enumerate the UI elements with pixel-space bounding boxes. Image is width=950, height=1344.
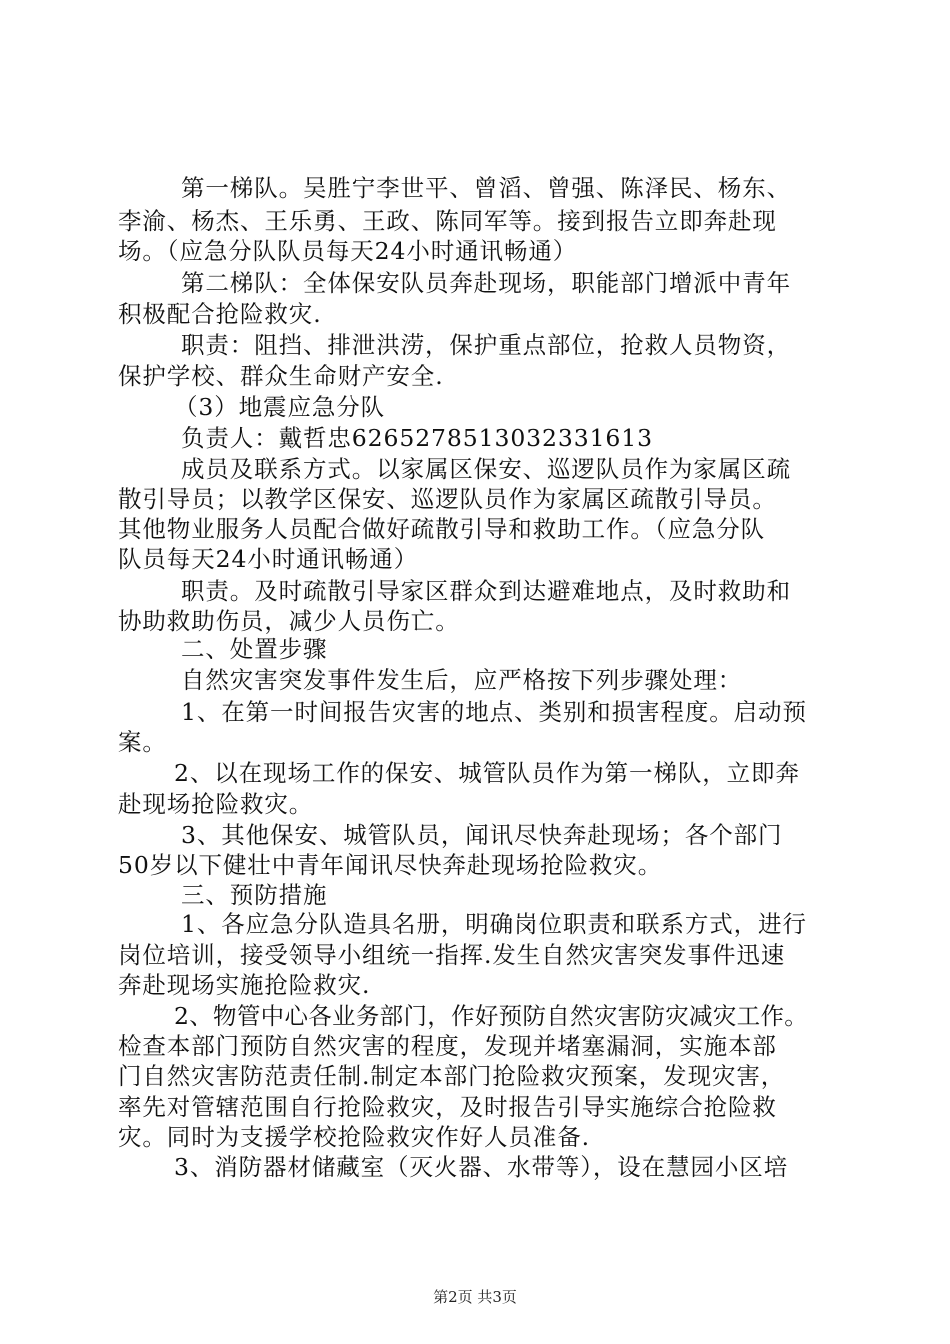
paragraph-line: 奔赴现场实施抢险救灾.	[118, 971, 371, 999]
paragraph-line: 散引导员；以教学区保安、巡逻队员作为家属区疏散引导员。	[118, 485, 777, 513]
paragraph-line: 1、各应急分队造具名册，明确岗位职责和联系方式，进行	[181, 910, 807, 938]
paragraph-line: 门自然灾害防范责任制.制定本部门抢险救灾预案，发现灾害，	[118, 1062, 786, 1090]
paragraph-line: 李渝、杨杰、王乐勇、王政、陈同军等。接到报告立即奔赴现	[118, 207, 777, 235]
paragraph-line: 案。	[118, 728, 167, 756]
paragraph-line: 率先对管辖范围自行抢险救灾，及时报告引导实施综合抢险救	[118, 1093, 777, 1121]
paragraph-line: 积极配合抢险救灾.	[118, 300, 322, 328]
paragraph-line: 成员及联系方式。以家属区保安、巡逻队员作为家属区疏	[181, 455, 791, 483]
section-heading: 二、处置步骤	[181, 635, 328, 663]
paragraph-line: 第二梯队：全体保安队员奔赴现场，职能部门增派中青年	[181, 269, 791, 297]
paragraph-line: 50岁以下健壮中青年闻讯尽快奔赴现场抢险救灾。	[118, 851, 663, 879]
paragraph-line: 职责。及时疏散引导家区群众到达避难地点，及时救助和	[181, 577, 791, 605]
section-heading: （3）地震应急分队	[174, 393, 386, 421]
paragraph-line: 赴现场抢险救灾。	[118, 790, 314, 818]
paragraph-line: 2、以在现场工作的保安、城管队员作为第一梯队，立即奔	[174, 759, 800, 787]
paragraph-line: 协助救助伤员，减少人员伤亡。	[118, 607, 460, 635]
paragraph-line: 灾。同时为支援学校抢险救灾作好人员准备.	[118, 1123, 590, 1151]
paragraph-line: 负责人：戴哲忠6265278513032331613	[181, 424, 653, 452]
paragraph-line: 检查本部门预防自然灾害的程度，发现并堵塞漏洞，实施本部	[118, 1032, 777, 1060]
paragraph-line: 职责：阻挡、排泄洪涝，保护重点部位，抢救人员物资，	[181, 331, 791, 359]
paragraph-line: 场。（应急分队队员每天24小时通讯畅通）	[118, 237, 578, 265]
paragraph-line: 2、物管中心各业务部门，作好预防自然灾害防灾减灾工作。	[174, 1002, 809, 1030]
paragraph-line: 3、消防器材储藏室（灭火器、水带等），设在慧园小区培	[174, 1153, 789, 1181]
paragraph-line: 队员每天24小时通讯畅通）	[118, 545, 419, 573]
paragraph-line: 第一梯队。吴胜宁李世平、曾滔、曾强、陈泽民、杨东、	[181, 174, 791, 202]
paragraph-line: 3、其他保安、城管队员，闻讯尽快奔赴现场；各个部门	[181, 821, 783, 849]
page-number-footer: 第2页 共3页	[433, 1288, 517, 1306]
section-heading: 三、预防措施	[181, 881, 328, 909]
paragraph-line: 1、在第一时间报告灾害的地点、类别和损害程度。启动预	[181, 698, 807, 726]
paragraph-line: 岗位培训，接受领导小组统一指挥.发生自然灾害突发事件迅速	[118, 941, 786, 969]
paragraph-line: 保护学校、群众生命财产安全.	[118, 362, 444, 390]
paragraph-line: 自然灾害突发事件发生后，应严格按下列步骤处理：	[181, 666, 743, 694]
paragraph-line: 其他物业服务人员配合做好疏散引导和救助工作。（应急分队	[118, 515, 766, 543]
